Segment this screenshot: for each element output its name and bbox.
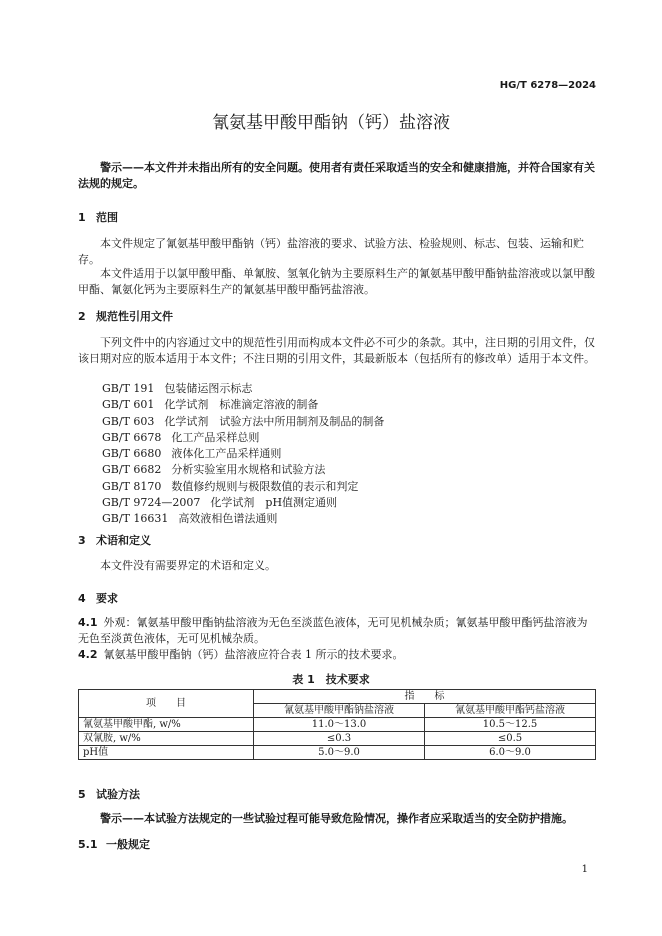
test-method-warning: 警示——本试验方法规定的一些试验过程可能导致危险情况，操作者应采取适当的安全防护措施。	[100, 812, 573, 825]
document-title: 氰氨基甲酸甲酯钠（钙）盐溶液	[212, 113, 450, 133]
section-1-heading	[78, 209, 118, 225]
section-number: 2	[78, 310, 86, 323]
clause-text: 外观：氰氨基甲酸甲酯钠盐溶液为无色至淡蓝色液体，无可见机械杂质；氰氨基甲酸甲酯钙盐溶液为无色至淡黄色液体，无可见机械杂质。	[78, 616, 588, 645]
row-item: pH值	[79, 746, 254, 760]
reference-item	[102, 495, 384, 511]
reference-name: 高效液相色谱法通则	[178, 512, 278, 526]
clause-number: 4.1	[78, 616, 98, 629]
row-sodium-value: 5.0～9.0	[254, 746, 425, 760]
reference-name: 液体化工产品采样通则	[171, 447, 282, 461]
reference-item	[102, 397, 384, 413]
reference-name: 化学试剂 试验方法中所用制剂及制品的制备	[164, 414, 385, 428]
requirement-4-1	[78, 615, 596, 646]
table-row	[79, 746, 596, 760]
clause-text: 氰氨基甲酸甲酯钠（钙）盐溶液应符合表 1 所示的技术要求。	[103, 648, 404, 661]
reference-code: GB/T 6682	[102, 463, 162, 477]
clause-number: 4.2	[78, 648, 98, 661]
reference-name: 化学试剂 标准滴定溶液的制备	[164, 398, 319, 412]
reference-name: 数值修约规则与极限数值的表示和判定	[171, 479, 359, 493]
reference-item	[102, 414, 384, 430]
reference-code: GB/T 603	[102, 414, 155, 428]
section-number: 5.1	[78, 838, 98, 851]
section-number: 1	[78, 211, 86, 224]
table-caption: 表 1 技术要求	[292, 673, 370, 686]
reference-item	[102, 446, 384, 462]
section-4-heading	[78, 590, 118, 606]
header-sodium-solution: 氰氨基甲酸甲酯钠盐溶液	[254, 704, 425, 718]
header-index: 指 标	[254, 690, 596, 704]
section-title: 试验方法	[96, 788, 140, 801]
standard-number: HG/T 6278—2024	[499, 80, 596, 91]
scope-paragraph-1: 本文件规定了氰氨基甲酸甲酯钠（钙）盐溶液的要求、试验方法、检验规则、标志、包装、运输和贮存。	[78, 237, 584, 266]
reference-item	[102, 479, 384, 495]
terms-paragraph: 本文件没有需要界定的术语和定义。	[100, 559, 276, 572]
reference-item	[102, 462, 384, 478]
row-sodium-value: ≤0.3	[254, 732, 425, 746]
reference-name: 化学试剂 pH值测定通则	[210, 496, 338, 510]
section-title: 术语和定义	[96, 534, 151, 547]
section-title: 范围	[96, 211, 118, 224]
reference-code: GB/T 191	[102, 382, 155, 395]
row-calcium-value: 6.0～9.0	[425, 746, 596, 760]
section-title: 要求	[96, 592, 118, 605]
reference-code: GB/T 6680	[102, 447, 162, 461]
reference-item	[102, 430, 384, 446]
reference-name: 化工产品采样总则	[171, 430, 260, 444]
row-sodium-value: 11.0～13.0	[254, 718, 425, 732]
requirement-4-2	[78, 647, 596, 663]
reference-code: GB/T 8170	[102, 479, 162, 493]
section-number: 3	[78, 534, 86, 547]
reference-code: GB/T 601	[102, 398, 155, 412]
row-item: 氰氨基甲酸甲酯, w/%	[79, 718, 254, 732]
reference-code: GB/T 6678	[102, 430, 162, 444]
references-intro: 下列文件中的内容通过文中的规范性引用而构成本文件必不可少的条款。其中，注日期的引用文件，仅该日期对应的版本适用于本文件；不注日期的引用文件，其最新版本（包括所有的修改单）适用于本文件。	[78, 336, 595, 365]
section-number: 5	[78, 788, 86, 801]
reference-name: 分析实验室用水规格和试验方法	[171, 463, 326, 477]
row-calcium-value: 10.5～12.5	[425, 718, 596, 732]
row-calcium-value: ≤0.5	[425, 732, 596, 746]
scope-paragraph-2: 本文件适用于以氯甲酸甲酯、单氰胺、氢氧化钠为主要原料生产的氰氨基甲酸甲酯钠盐溶液或以氯甲酸甲酯、氰氨化钙为主要原料生产的氰氨基甲酸甲酯钙盐溶液。	[78, 267, 595, 296]
reference-code: GB/T 9724—2007	[102, 496, 201, 510]
safety-warning: 警示——本文件并未指出所有的安全问题。使用者有责任采取适当的安全和健康措施，并符合国家有关法规的规定。	[78, 161, 595, 190]
section-2-heading	[78, 308, 173, 324]
section-title: 一般规定	[106, 838, 150, 851]
page-number: 1	[581, 864, 588, 875]
section-title: 规范性引用文件	[96, 310, 173, 323]
header-item: 项 目	[79, 690, 254, 718]
table-row	[79, 732, 596, 746]
reference-list	[102, 381, 384, 528]
table-header-row	[79, 690, 596, 704]
section-3-heading	[78, 532, 151, 548]
section-5-heading	[78, 786, 140, 802]
row-item: 双氰胺, w/%	[79, 732, 254, 746]
reference-item	[102, 511, 384, 527]
header-calcium-solution: 氰氨基甲酸甲酯钙盐溶液	[425, 704, 596, 718]
section-number: 4	[78, 592, 86, 605]
reference-item	[102, 381, 384, 397]
table-row	[79, 718, 596, 732]
technical-requirements-table	[78, 689, 596, 760]
subsection-5-1-heading	[78, 836, 150, 852]
reference-name: 包装储运图示标志	[164, 382, 253, 395]
reference-code: GB/T 16631	[102, 512, 169, 526]
